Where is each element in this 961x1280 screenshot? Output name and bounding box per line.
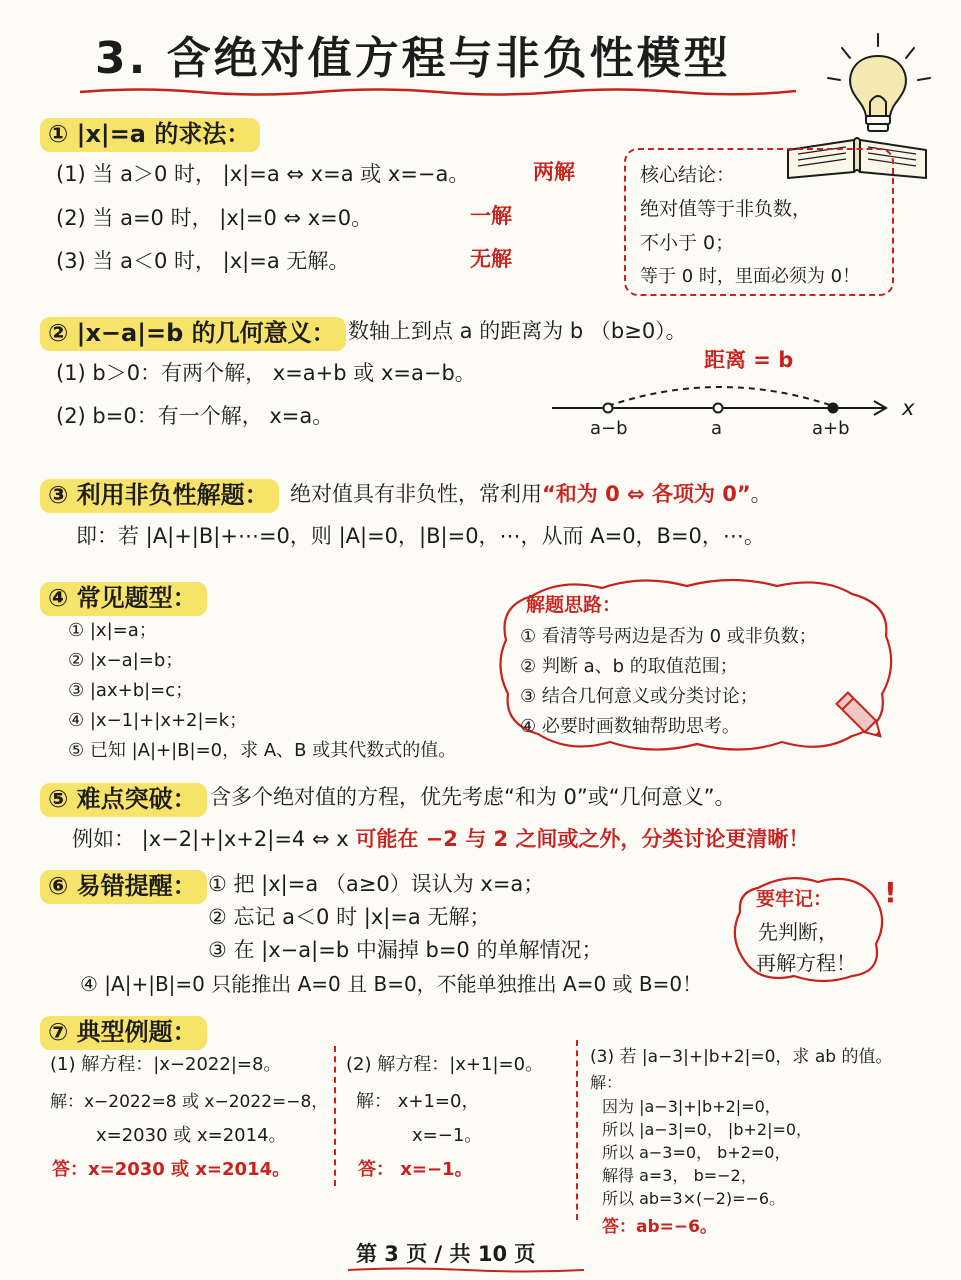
- s5-description: 含多个绝对值的方程，优先考虑“和为 0”或“几何意义”。: [210, 785, 736, 809]
- ex2-answer: 答： x=−1。: [358, 1159, 473, 1180]
- ex3-answer: 答：ab=−6。: [602, 1217, 717, 1237]
- section-2-heading-text: ② |x−a|=b 的几何意义：: [40, 317, 346, 351]
- s4-item-3: ③ |ax+b|=c；: [68, 680, 194, 701]
- ex3-jie: 解：: [590, 1073, 623, 1092]
- pencil-icon: [832, 688, 892, 748]
- s4-item-5: ⑤ 已知 |A|+|B|=0，求 A、B 或其代数式的值。: [68, 740, 457, 761]
- ex2-step-2: x=−1。: [412, 1125, 483, 1146]
- divider-1: [334, 1046, 336, 1186]
- s6-item-4: ④ |A|+|B|=0 只能推出 A=0 且 B=0，不能单独推出 A=0 或 B=0！: [80, 972, 703, 996]
- s3-description: [290, 478, 772, 508]
- section-6-heading-text: ⑥ 易错提醒：: [40, 870, 207, 904]
- tick-a-minus-b: a−b: [590, 418, 628, 439]
- cloud-item-1: ① 看清等号两边是否为 0 或非负数；: [520, 626, 817, 647]
- core-line-2: 不小于 0；: [640, 232, 735, 254]
- s6-item-1: ① 把 |x|=a （a≥0）误认为 x=a；: [208, 872, 545, 896]
- s3-quote: “和为 0 ⇔ 各项为 0”: [542, 482, 751, 506]
- s6-item-2: ② 忘记 a＜0 时 |x|=a 无解；: [208, 905, 491, 929]
- s4-item-1: ① |x|=a；: [68, 620, 157, 641]
- s1-line-1: (1) 当 a＞0 时， |x|=a ⇔ x=a 或 x=−a。: [56, 162, 470, 186]
- section-4-heading: [40, 578, 207, 613]
- s4-item-2: ② |x−a|=b；: [68, 650, 184, 671]
- s3-line: 即：若 |A|+|B|+⋯=0，则 |A|=0，|B|=0，⋯，从而 A=0，B=0，⋯。: [76, 524, 765, 548]
- remember-exclamation: !: [884, 876, 897, 909]
- divider-2: [576, 1040, 578, 1220]
- s1-tag-1: 两解: [533, 160, 575, 184]
- ex3-line-5: 所以 ab=3×(−2)=−6。: [602, 1189, 786, 1208]
- section-7-heading: [40, 1012, 207, 1047]
- core-line-1: 绝对值等于非负数，: [640, 198, 812, 220]
- s2-line-2: (2) b=0：有一个解， x=a。: [56, 404, 334, 428]
- ex1-answer: 答：x=2030 或 x=2014。: [52, 1159, 291, 1180]
- ex3-line-4: 解得 a=3， b=−2，: [602, 1166, 757, 1185]
- tick-a: a: [711, 418, 723, 439]
- ex1-question: (1) 解方程：|x−2022|=8。: [50, 1054, 282, 1075]
- core-title: 核心结论：: [640, 164, 736, 186]
- s5-example-highlight: 可能在 −2 与 2 之间或之外，分类讨论更清晰！: [355, 827, 810, 851]
- s1-line-2: (2) 当 a=0 时， |x|=0 ⇔ x=0。: [56, 206, 373, 230]
- ex3-line-1: 因为 |a−3|+|b+2|=0，: [602, 1097, 781, 1116]
- cloud-item-3: ③ 结合几何意义或分类讨论；: [520, 686, 758, 707]
- section-1-heading: [40, 114, 260, 149]
- ex3-line-3: 所以 a−3=0， b+2=0，: [602, 1143, 791, 1162]
- footer-underline: [346, 1266, 586, 1274]
- section-3-heading-text: ③ 利用非负性解题：: [40, 479, 279, 513]
- s1-line-3: (3) 当 a＜0 时， |x|=a 无解。: [56, 249, 350, 273]
- section-6-heading: [40, 866, 207, 901]
- section-5-heading: [40, 779, 207, 814]
- section-1-heading-text: ① |x|=a 的求法：: [40, 118, 260, 152]
- s4-item-4: ④ |x−1|+|x+2|=k；: [68, 710, 248, 731]
- title-underline: [78, 86, 798, 96]
- section-7-heading-text: ⑦ 典型例题：: [40, 1016, 207, 1050]
- s5-example-text: 例如： |x−2|+|x+2|=4 ⇔ x: [72, 827, 349, 851]
- section-2-heading: [40, 313, 346, 348]
- s6-item-3: ③ 在 |x−a|=b 中漏掉 b=0 的单解情况；: [208, 938, 603, 962]
- s5-example: [72, 823, 809, 853]
- s3-desc-text: 绝对值具有非负性，常利用: [290, 482, 542, 506]
- ex1-step-1: 解：x−2022=8 或 x−2022=−8，: [50, 1092, 329, 1112]
- remember-title: 要牢记：: [756, 888, 833, 910]
- s1-tag-3: 无解: [470, 247, 512, 271]
- tick-a-plus-b: a+b: [812, 418, 850, 439]
- remember-line-2: 再解方程！: [756, 951, 856, 975]
- ex3-line-2: 所以 |a−3|=0， |b+2|=0，: [602, 1120, 813, 1139]
- ex2-question: (2) 解方程：|x+1|=0。: [346, 1054, 544, 1075]
- s3-period: 。: [750, 482, 772, 506]
- section-3-heading: [40, 475, 279, 510]
- s2-description: 数轴上到点 a 的距离为 b （b≥0）。: [348, 319, 687, 343]
- page-footer: 第 3 页 / 共 10 页: [356, 1242, 536, 1266]
- remember-line-1: 先判断，: [758, 920, 838, 944]
- s2-line-1: (1) b＞0：有两个解， x=a+b 或 x=a−b。: [56, 361, 476, 385]
- axis-x-label: x: [902, 396, 915, 420]
- section-5-heading-text: ⑤ 难点突破：: [40, 783, 207, 817]
- cloud-item-4: ④ 必要时画数轴帮助思考。: [520, 716, 740, 737]
- cloud-item-2: ② 判断 a、b 的取值范围；: [520, 656, 738, 677]
- ex1-step-2: x=2030 或 x=2014。: [96, 1125, 287, 1146]
- cloud-title: 解题思路：: [526, 594, 622, 616]
- s1-tag-2: 一解: [470, 204, 512, 228]
- section-4-heading-text: ④ 常见题型：: [40, 582, 207, 616]
- distance-label: 距离 = b: [704, 348, 794, 372]
- ex2-step-1: 解： x+1=0，: [356, 1091, 480, 1112]
- core-line-3: 等于 0 时，里面必须为 0！: [640, 266, 861, 287]
- ex3-question: (3) 若 |a−3|+|b+2|=0，求 ab 的值。: [590, 1047, 893, 1067]
- page-title: 3. 含绝对值方程与非负性模型: [95, 33, 731, 84]
- number-line: [548, 368, 898, 418]
